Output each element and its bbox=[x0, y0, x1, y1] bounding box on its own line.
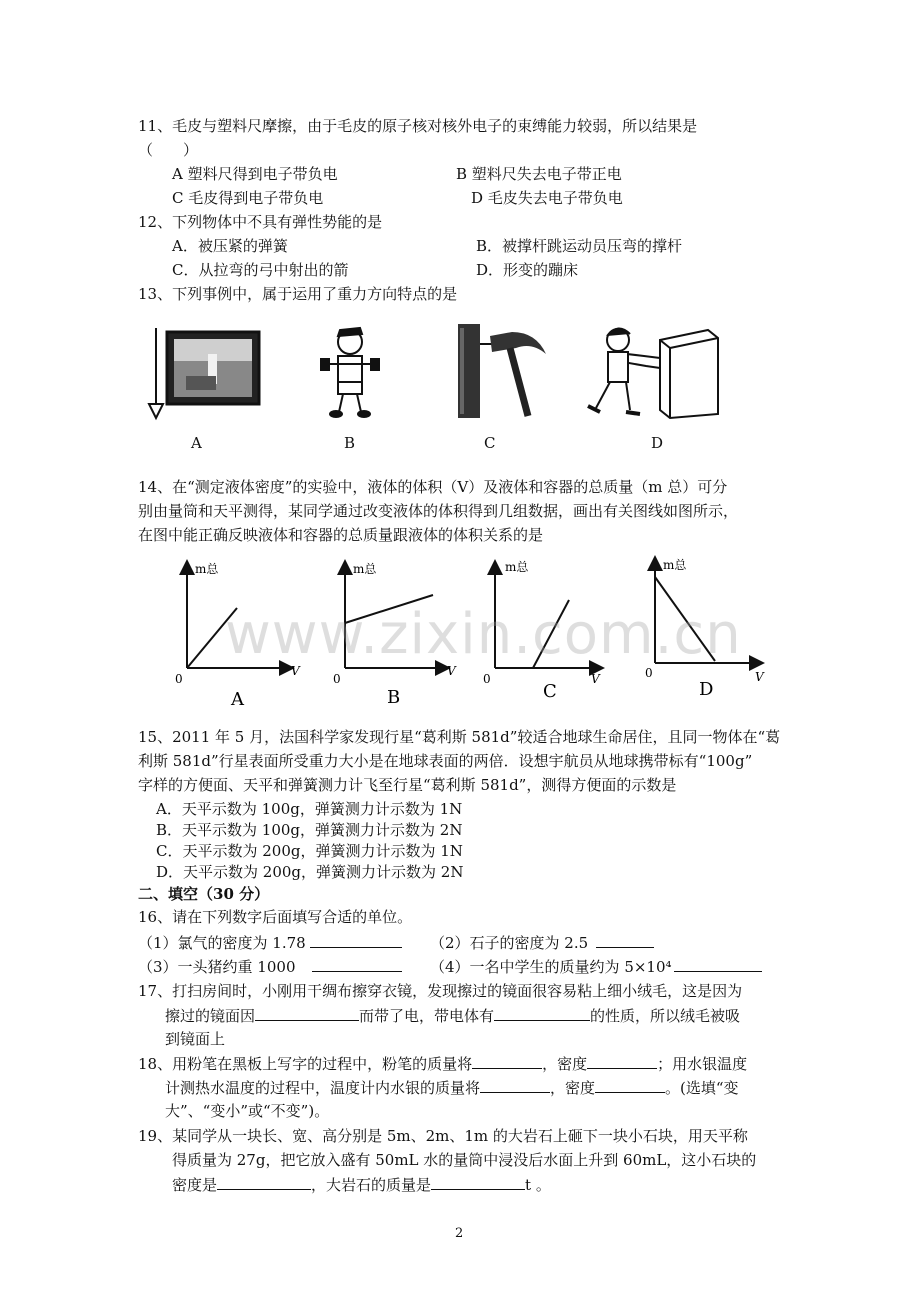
q17-line2-c: 的性质，所以绒毛被吸 bbox=[590, 1007, 741, 1025]
q14-line2: 别由量筒和天平测得，某同学通过改变液体的体积得到几组数据，画出有关图线如图所示， bbox=[138, 502, 739, 520]
q18-line1-c: ；用水银温度 bbox=[657, 1055, 748, 1073]
q18-blank-3[interactable] bbox=[480, 1078, 550, 1093]
q18-blank-4[interactable] bbox=[595, 1078, 665, 1093]
q12-option-a: A．被压紧的弹簧 bbox=[172, 237, 288, 255]
q11-option-c: C 毛皮得到电子带负电 bbox=[172, 189, 324, 207]
q19-line3 bbox=[172, 1175, 551, 1194]
q16-part4-text: （4）一名中学生的质量约为 5×10⁴ bbox=[430, 958, 672, 976]
q17-line2 bbox=[165, 1006, 740, 1025]
q18-line1-a: 18、用粉笔在黑板上写字的过程中，粉笔的质量将 bbox=[138, 1055, 473, 1073]
q13-label-a: A bbox=[191, 434, 202, 452]
q11-option-b: B 塑料尺失去电子带正电 bbox=[456, 165, 622, 183]
q19-line3-a: 密度是 bbox=[172, 1176, 218, 1194]
q18-line1 bbox=[138, 1054, 747, 1073]
q14-graph-c-xlabel: V bbox=[591, 672, 600, 686]
q14-graph-d-ylabel: m总 bbox=[663, 558, 687, 572]
q15-option-c: C．天平示数为 200g，弹簧测力计示数为 1N bbox=[156, 842, 463, 860]
q18-line2-a: 计测热水温度的过程中，温度计内水银的质量将 bbox=[165, 1079, 481, 1097]
q16-part3-text: （3）一头猪约重 1000 bbox=[138, 958, 296, 976]
plumb-line-frame-image bbox=[149, 328, 259, 418]
q19-line3-b: ，大岩石的质量是 bbox=[311, 1176, 432, 1194]
q14-graph-label-a: A bbox=[231, 689, 244, 710]
q12-option-c: C．从拉弯的弓中射出的箭 bbox=[172, 261, 349, 279]
q15-option-a: A．天平示数为 100g，弹簧测力计示数为 1N bbox=[156, 800, 463, 818]
q16-blank-3[interactable] bbox=[312, 957, 402, 972]
q14-graph-label-d: D bbox=[699, 679, 714, 700]
q16-stem: 16、请在下列数字后面填写合适的单位。 bbox=[138, 908, 413, 926]
q19-line1: 19、某同学从一块长、宽、高分别是 5m、2m、1m 的大岩石上砸下一块小石块，用天平称 bbox=[138, 1127, 748, 1145]
q14-line3: 在图中能正确反映液体和容器的总质量跟液体的体积关系的是 bbox=[138, 526, 544, 544]
q13-label-b: B bbox=[344, 434, 356, 452]
q19-line2: 得质量为 27g，把它放入盛有 50mL 水的量筒中浸没后水面上升到 60mL，这小石块的 bbox=[172, 1151, 757, 1169]
q13-label-c: C bbox=[484, 434, 496, 452]
q18-line2-b: ，密度 bbox=[550, 1079, 596, 1097]
q14-graph-c-ylabel: m总 bbox=[505, 560, 529, 574]
q14-graph-a-origin: 0 bbox=[175, 672, 183, 686]
q14-graph-b-xlabel: V bbox=[447, 664, 456, 678]
q15-line1: 15、2011 年 5 月，法国科学家发现行星“葛利斯 581d”较适合地球生命居住，且同一物体在“葛 bbox=[138, 728, 781, 746]
q12-option-d: D．形变的蹦床 bbox=[476, 261, 579, 279]
q14-graph-a-xlabel: V bbox=[291, 664, 300, 678]
q18-line3: 大”、“变小”或“不变”)。 bbox=[165, 1102, 330, 1120]
q16-part3 bbox=[138, 957, 402, 976]
hammer-nail-image bbox=[458, 324, 546, 418]
q11-option-d: D 毛皮失去电子带负电 bbox=[471, 189, 623, 207]
q16-part2-text: （2）石子的密度为 2.5 bbox=[430, 934, 589, 952]
q17-line1: 17、打扫房间时，小刚用干绸布擦穿衣镜，发现擦过的镜面很容易粘上细小绒毛，这是因为 bbox=[138, 982, 743, 1000]
page-number: 2 bbox=[455, 1226, 464, 1241]
q15-line3: 字样的方便面、天平和弹簧测力计飞至行星“葛利斯 581d”，测得方便面的示数是 bbox=[138, 776, 677, 794]
q11-stem: 11、毛皮与塑料尺摩擦，由于毛皮的原子核对核外电子的束缚能力较弱，所以结果是 bbox=[138, 117, 698, 135]
q17-line2-b: 而带了电，带电体有 bbox=[359, 1007, 495, 1025]
q18-blank-2[interactable] bbox=[587, 1054, 657, 1069]
q14-line1: 14、在“测定液体密度”的实验中，液体的体积（V）及液体和容器的总质量（m 总）可分 bbox=[138, 478, 728, 496]
q18-line1-b: ，密度 bbox=[542, 1055, 588, 1073]
q14-graph-label-c: C bbox=[543, 681, 557, 702]
q15-option-b: B．天平示数为 100g，弹簧测力计示数为 2N bbox=[156, 821, 463, 839]
boy-chest-expander-image bbox=[321, 328, 379, 417]
q17-line2-a: 擦过的镜面因 bbox=[165, 1007, 256, 1025]
watermark: www.zixin.com.cn bbox=[225, 602, 742, 667]
q17-blank-2[interactable] bbox=[494, 1006, 590, 1021]
q18-line2-c: 。(选填“变 bbox=[665, 1079, 739, 1097]
q14-graph-label-b: B bbox=[387, 687, 401, 708]
q18-line2 bbox=[165, 1078, 739, 1097]
q13-illustrations bbox=[140, 318, 740, 428]
q12-stem: 12、下列物体中不具有弹性势能的是 bbox=[138, 213, 383, 231]
q19-line3-c: t 。 bbox=[525, 1176, 551, 1194]
q11-paren: （ ） bbox=[138, 141, 199, 159]
q16-part1 bbox=[138, 933, 402, 952]
q16-part1-text: （1）氯气的密度为 1.78 bbox=[138, 934, 306, 952]
q16-blank-1[interactable] bbox=[310, 933, 402, 948]
q11-option-a: A 塑料尺得到电子带负电 bbox=[172, 165, 338, 183]
q16-blank-2[interactable] bbox=[596, 933, 654, 948]
section-2-title: 二、填空（30 分） bbox=[138, 885, 270, 903]
boy-pushing-box-image bbox=[588, 328, 718, 418]
q14-graph-a-ylabel: m总 bbox=[195, 562, 219, 576]
q13-stem: 13、下列事例中，属于运用了重力方向特点的是 bbox=[138, 285, 458, 303]
q14-graph-d-origin: 0 bbox=[645, 666, 653, 680]
q16-part4 bbox=[430, 957, 762, 976]
q14-graph-b-origin: 0 bbox=[333, 672, 341, 686]
q18-blank-1[interactable] bbox=[472, 1054, 542, 1069]
q14-graph-d-xlabel: V bbox=[755, 670, 764, 684]
q13-label-d: D bbox=[651, 434, 664, 452]
q14-graph-c-origin: 0 bbox=[483, 672, 491, 686]
q17-line3: 到镜面上 bbox=[165, 1030, 226, 1048]
q16-blank-4[interactable] bbox=[674, 957, 762, 972]
q14-graph-b-ylabel: m总 bbox=[353, 562, 377, 576]
q15-option-d: D．天平示数为 200g，弹簧测力计示数为 2N bbox=[156, 863, 464, 881]
q19-blank-2[interactable] bbox=[431, 1175, 525, 1190]
q17-blank-1[interactable] bbox=[255, 1006, 359, 1021]
q12-option-b: B．被撑杆跳运动员压弯的撑杆 bbox=[476, 237, 683, 255]
q15-line2: 利斯 581d”行星表面所受重力大小是在地球表面的两倍．设想宇航员从地球携带标有“100g” bbox=[138, 752, 753, 770]
q19-blank-1[interactable] bbox=[217, 1175, 311, 1190]
q16-part2 bbox=[430, 933, 654, 952]
